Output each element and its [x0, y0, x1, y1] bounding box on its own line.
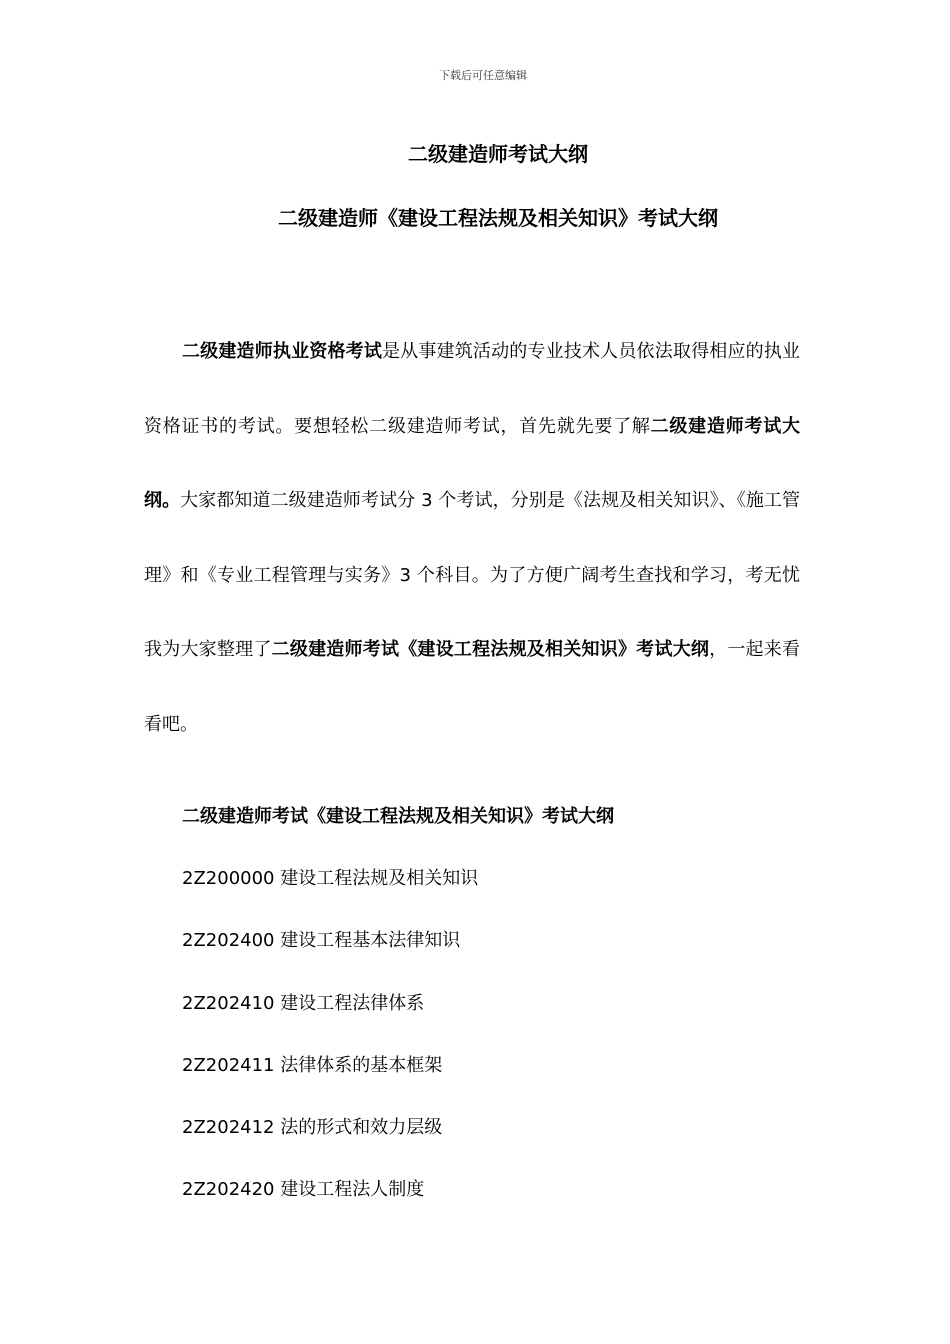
outline-item: 2Z200000 建设工程法规及相关知识: [182, 868, 479, 890]
intro-paragraph: [144, 315, 800, 763]
outline-item: 2Z202412 法的形式和效力层级: [182, 1116, 443, 1138]
outline-item: 2Z202411 法律体系的基本框架: [182, 1054, 443, 1076]
outline-item: 2Z202400 建设工程基本法律知识: [182, 930, 461, 952]
page-header-note: 下载后可任意编辑: [439, 69, 527, 82]
document-title: 二级建造师考试大纲: [408, 142, 588, 166]
intro-text-3: ，一起来看看吧。: [144, 639, 801, 735]
intro-bold-2: 二级建造师考试大纲。: [144, 415, 801, 512]
intro-text-2: 大家都知道二级建造师考试分 3 个考试，分别是《法规及相关知识》、《施工管理》和《专业工程管理与实务》3 个科目。为了方便广阔考生查找和学习，考无忧我为大家整理了: [144, 490, 800, 661]
syllabus-outline: [182, 800, 614, 1235]
document-subtitle: 二级建造师《建设工程法规及相关知识》考试大纲: [278, 206, 718, 230]
intro-bold-1: 二级建造师执业资格考试: [182, 341, 382, 362]
outline-item: 2Z202410 建设工程法律体系: [182, 992, 425, 1014]
intro-text-1: 是从事建筑活动的专业技术人员依法取得相应的执业资格证书的考试。要想轻松二级建造师考试，首先就先要了解: [144, 341, 800, 437]
intro-bold-3: 二级建造师考试《建设工程法规及相关知识》考试大纲: [271, 639, 710, 661]
outline-heading: 二级建造师考试《建设工程法规及相关知识》考试大纲: [182, 806, 614, 827]
outline-item: 2Z202420 建设工程法人制度: [182, 1179, 425, 1201]
